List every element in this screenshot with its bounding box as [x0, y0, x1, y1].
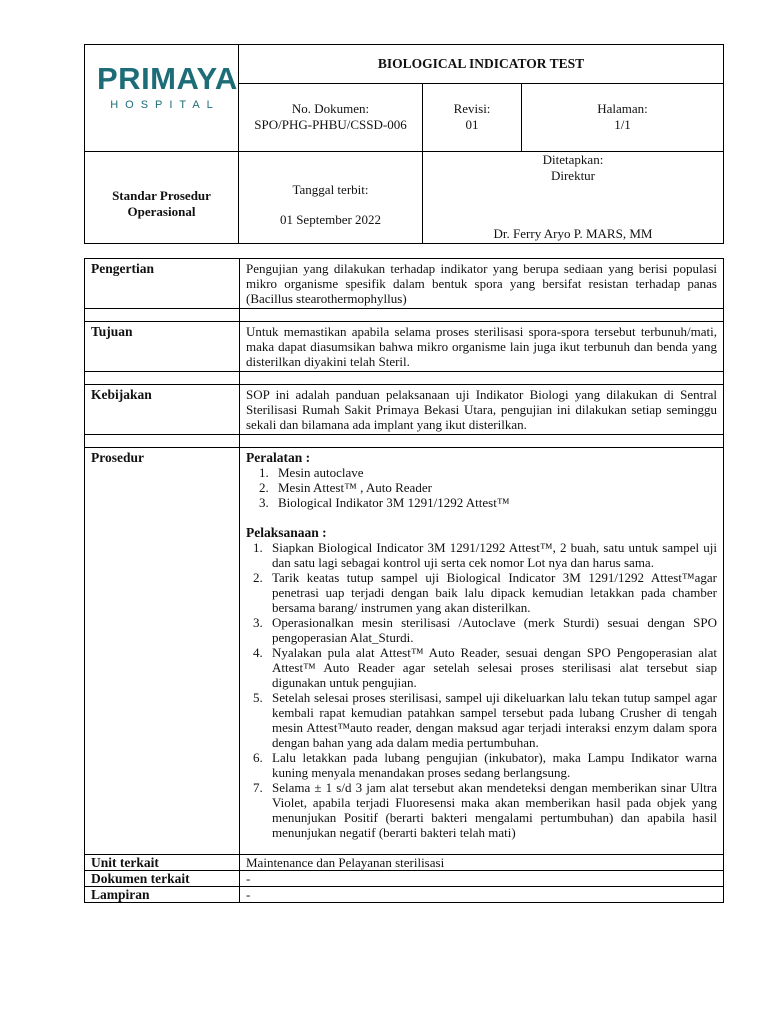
logo-cell	[85, 45, 239, 152]
unit-terkait-label: Unit terkait	[85, 855, 240, 871]
approval-cell	[423, 152, 723, 243]
logo-sub: HOSPITAL	[110, 99, 220, 111]
hospital-logo	[97, 61, 238, 111]
dokumen-terkait-label: Dokumen terkait	[85, 871, 240, 887]
approval-label: Ditetapkan:	[542, 152, 604, 167]
spo-line-1: Standar Prosedur	[112, 187, 211, 203]
list-item: 5. Setelah selesai proses sterilisasi, sampel uji dikeluarkan lalu tekan tutup sampel agar kembali rapat kemudian patahkan sampel tersebut pada lubang Crusher di tengah mesin Attest™auto reader, dengan maksud agar terjadi interaksi enzym dalam spora dengan bahan yang ada dalam media pertumbuhan.	[266, 690, 717, 750]
tujuan-text: Untuk memastikan apabila selama proses sterilisasi spora-spora tersebut terbunuh/mati, maka dapat diasumsikan bahwa mikro organisme lain juga ikut terbunuh dan benda yang disterilkan diyakini telah Steril.	[240, 322, 724, 372]
approval-role: Direktur	[550, 168, 596, 183]
document-header	[84, 44, 724, 244]
doc-number-label: No. Dokumen:	[291, 101, 370, 116]
doc-number-cell	[239, 84, 423, 152]
logo-brand: PRIMAYA	[97, 61, 238, 96]
row-unit-terkait	[85, 855, 724, 871]
page-value: 1/1	[614, 117, 631, 132]
pelaksanaan-title: Pelaksanaan :	[246, 525, 327, 540]
pengertian-text: Pengujian yang dilakukan terhadap indikator yang berupa sediaan yang berisi populasi mikro organisme spesifik dalam bentuk spora yang bersifat resistan terhadap panas (Bacillus stearothermophyllus)	[240, 259, 724, 309]
revision-value: 01	[465, 117, 479, 132]
list-item: 1. Siapkan Biological Indicator 3M 1291/1292 Attest™, 2 buah, satu untuk sampel uji dan satu lagi sebagai kontrol uji serta cek nomor Lot nya dan harus sama.	[266, 540, 717, 570]
document-title: BIOLOGICAL INDICATOR TEST	[239, 45, 723, 84]
issue-date-cell	[239, 152, 423, 243]
spo-cell	[85, 152, 239, 243]
lampiran-text: -	[240, 887, 724, 903]
row-lampiran	[85, 887, 724, 903]
unit-terkait-text: Maintenance dan Pelayanan sterilisasi	[240, 855, 724, 871]
list-item: 1. Mesin autoclave	[272, 465, 717, 480]
row-tujuan	[85, 322, 724, 372]
peralatan-title: Peralatan :	[246, 450, 311, 465]
prosedur-content	[240, 448, 724, 855]
sop-content-table	[84, 258, 724, 903]
doc-number-value: SPO/PHG-PHBU/CSSD-006	[254, 117, 407, 132]
page-cell	[522, 84, 723, 152]
row-pengertian	[85, 259, 724, 309]
row-dokumen-terkait	[85, 871, 724, 887]
row-prosedur	[85, 448, 724, 855]
pengertian-label: Pengertian	[85, 259, 240, 309]
approval-name: Dr. Ferry Aryo P. MARS, MM	[493, 226, 653, 241]
issue-date-value: 01 September 2022	[279, 212, 382, 227]
issue-date-label: Tanggal terbit:	[292, 182, 369, 197]
list-item: 2. Mesin Attest™ , Auto Reader	[272, 480, 717, 495]
kebijakan-text: SOP ini adalah panduan pelaksanaan uji Indikator Biologi yang dilakukan di Sentral Sterilisasi Rumah Sakit Primaya Bekasi Utara, pengujian ini dilakukan setiap seminggu sekali dan bilamana ada implant yang ikut disterilkan.	[240, 385, 724, 435]
revision-cell	[423, 84, 522, 152]
dokumen-terkait-text: -	[240, 871, 724, 887]
revision-label: Revisi:	[453, 101, 491, 116]
row-kebijakan	[85, 385, 724, 435]
peralatan-list	[246, 465, 717, 510]
spo-line-2: Operasional	[127, 203, 196, 219]
tujuan-label: Tujuan	[85, 322, 240, 372]
page-label: Halaman:	[597, 101, 648, 116]
prosedur-label: Prosedur	[85, 448, 240, 855]
list-item: 3. Biological Indikator 3M 1291/1292 Attest™	[272, 495, 717, 510]
list-item: 6. Lalu letakkan pada lubang pengujian (inkubator), maka Lampu Indikator warna kuning menyala menandakan proses sedang berlangsung.	[266, 750, 717, 780]
list-item: 7. Selama ± 1 s/d 3 jam alat tersebut akan mendeteksi dengan memberikan sinar Ultra Violet, apabila terjadi Fluoresensi maka akan memberikan hasil pada objek yang menunjukan Positif (berarti bakteri mengalami pertumbuhan) dan apabila hasil menunjukan negatif (berarti bakteri telah mati)	[266, 780, 717, 840]
pelaksanaan-list	[246, 540, 717, 840]
list-item: 3. Operasionalkan mesin sterilisasi /Autoclave (merk Sturdi) sesuai dengan SPO pengoperasian Alat_Sturdi.	[266, 615, 717, 645]
list-item: 4. Nyalakan pula alat Attest™ Auto Reader, sesuai dengan SPO Pengoperasian alat Attest™ Auto Reader agar setelah selesai proses sterilisasi alat tersebut siap digunakan untuk pengujian.	[266, 645, 717, 690]
kebijakan-label: Kebijakan	[85, 385, 240, 435]
lampiran-label: Lampiran	[85, 887, 240, 903]
list-item: 2. Tarik keatas tutup sampel uji Biological Indicator 3M 1291/1292 Attest™agar penetrasi uap terjadi dengan baik lalu dipack kemudian letakkan pada chamber bersama barang/ instrumen yang akan disterilkan.	[266, 570, 717, 615]
